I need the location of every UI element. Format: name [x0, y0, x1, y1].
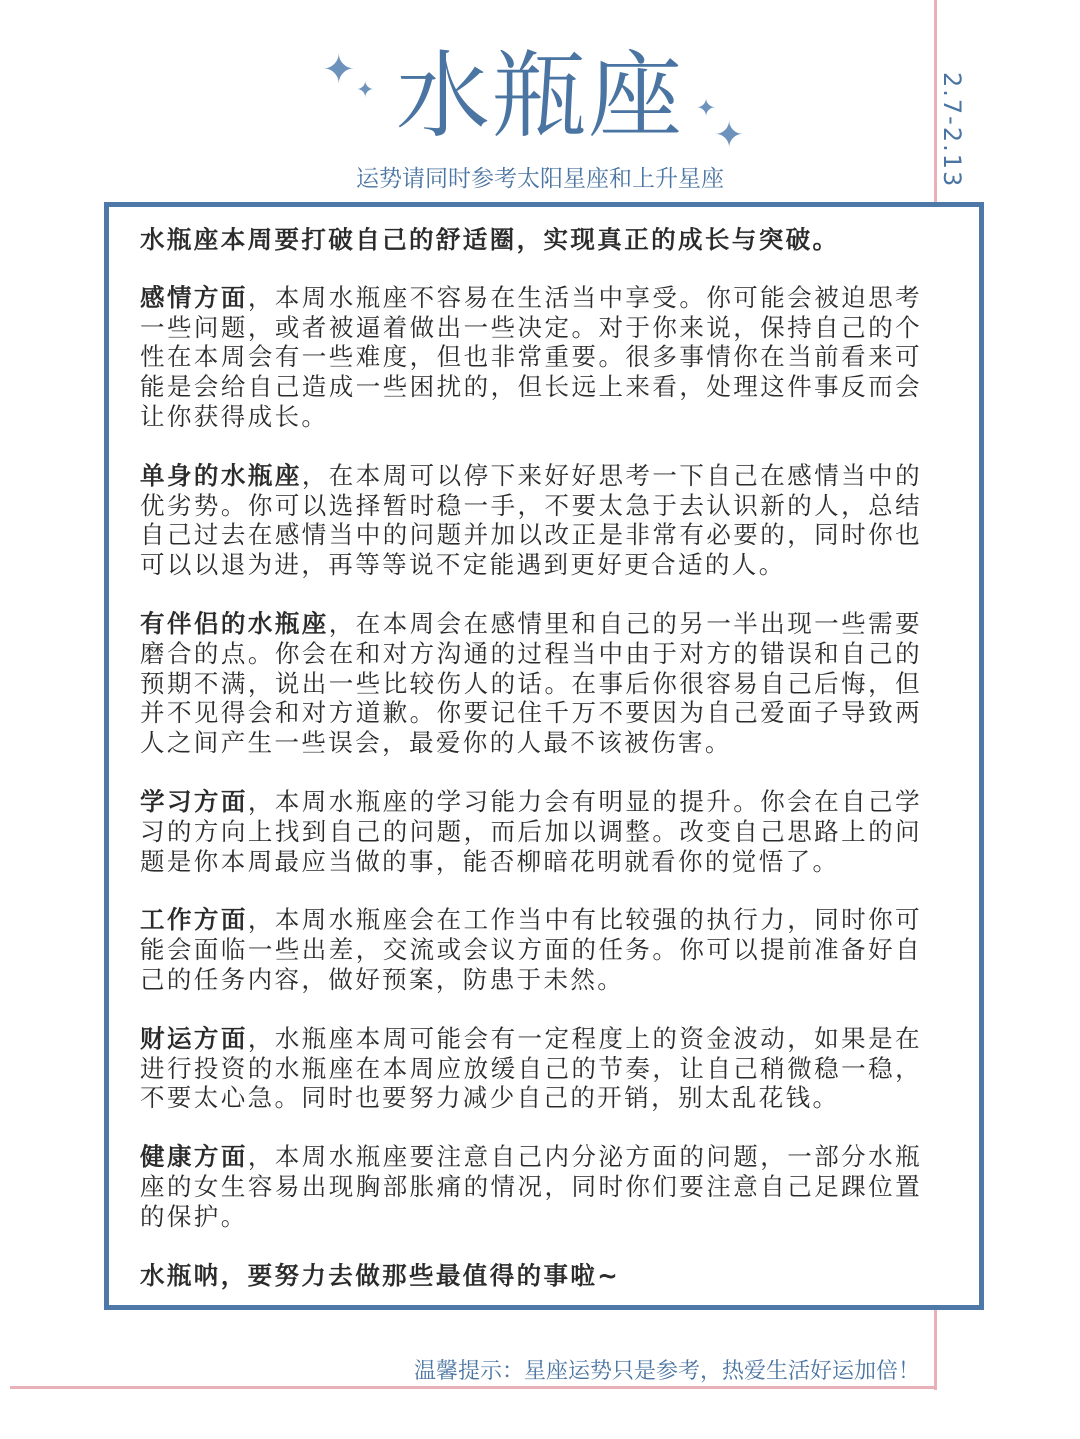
section-heading: 单身的水瓶座 [140, 460, 302, 490]
section-work [140, 905, 922, 994]
section-study [140, 787, 922, 876]
sparkle-icon: ✦ [696, 94, 717, 122]
section-text: ，本周水瓶座不容易在生活当中享受。你可能会被迫思考一些问题，或者被逼着做出一些决定。对于你来说，保持自己的个性在本周会有一些难度，但也非常重要。很多事情你在当前看来可能是会给自己造成一些困扰的，但长远上来看，处理这件事反而会让你获得成长。 [140, 282, 922, 431]
horoscope-card [104, 202, 984, 1310]
section-heading: 健康方面 [140, 1142, 248, 1172]
section-partnered [140, 609, 922, 758]
sparkle-icon: ✦ [356, 78, 375, 103]
section-text: ，本周水瓶座会在工作当中有比较强的执行力，同时你可能会面临一些出差，交流或会议方面的任务。你可以提前准备好自己的任务内容，做好预案，防患于未然。 [140, 905, 922, 994]
section-heading: 学习方面 [140, 786, 248, 816]
sparkle-icon: ✦ [322, 47, 356, 93]
page-subtitle: 运势请同时参考太阳星座和上升星座 [356, 166, 724, 192]
section-health [140, 1142, 922, 1231]
section-heading: 有伴侣的水瓶座 [140, 608, 329, 638]
intro-text: 水瓶座本周要打破自己的舒适圈，实现真正的成长与突破。 [140, 225, 840, 254]
section-text: ，本周水瓶座要注意自己内分泌方面的问题，一部分水瓶座的女生容易出现胸部胀痛的情况，同时你们要注意自己足踝位置的保护。 [140, 1142, 922, 1231]
footer-tip: 温馨提示：星座运势只是参考，热爱生活好运加倍！ [413, 1359, 920, 1384]
section-text: ，在本周会在感情里和自己的另一半出现一些需要磨合的点。你会在和对方沟通的过程当中由于对方的错误和自己的预期不满，说出一些比较伤人的话。在事后你很容易自己后悔，但并不见得会和对方道歉。你要记住千万不要因为自己爱面子导致两人之间产生一些误会，最爱你的人最不该被伤害。 [140, 608, 922, 758]
section-love [140, 283, 922, 432]
closing-text: 水瓶呐，要努力去做那些最值得的事啦~ [140, 1260, 621, 1290]
page-title: 水瓶座 [395, 42, 684, 151]
section-wealth [140, 1024, 922, 1113]
section-text: ，本周水瓶座的学习能力会有明显的提升。你会在自己学习的方向上找到自己的问题，而后加以调整。改变自己思路上的问题是你本周最应当做的事，能否柳暗花明就看你的觉悟了。 [140, 786, 922, 876]
date-range: 2.7-2.13 [938, 72, 966, 189]
sparkle-icon: ✦ [714, 115, 745, 156]
section-heading: 财运方面 [140, 1023, 248, 1053]
section-heading: 感情方面 [140, 282, 248, 312]
section-heading: 工作方面 [140, 905, 248, 935]
pink-horizontal-line [10, 1386, 937, 1389]
horoscope-content [140, 225, 922, 1319]
section-single [140, 461, 922, 580]
section-text: ，在本周可以停下来好好思考一下自己在感情当中的优劣势。你可以选择暂时稳一手，不要太急于去认识新的人，总结自己过去在感情当中的问题并加以改正是非常有必要的，同时你也可以以退为进，再等等说不定能遇到更好更合适的人。 [140, 460, 922, 580]
section-text: ，水瓶座本周可能会有一定程度上的资金波动，如果是在进行投资的水瓶座在本周应放缓自己的节奏，让自己稍微稳一稳，不要太心急。同时也要努力减少自己的开销，别太乱花钱。 [140, 1023, 922, 1113]
